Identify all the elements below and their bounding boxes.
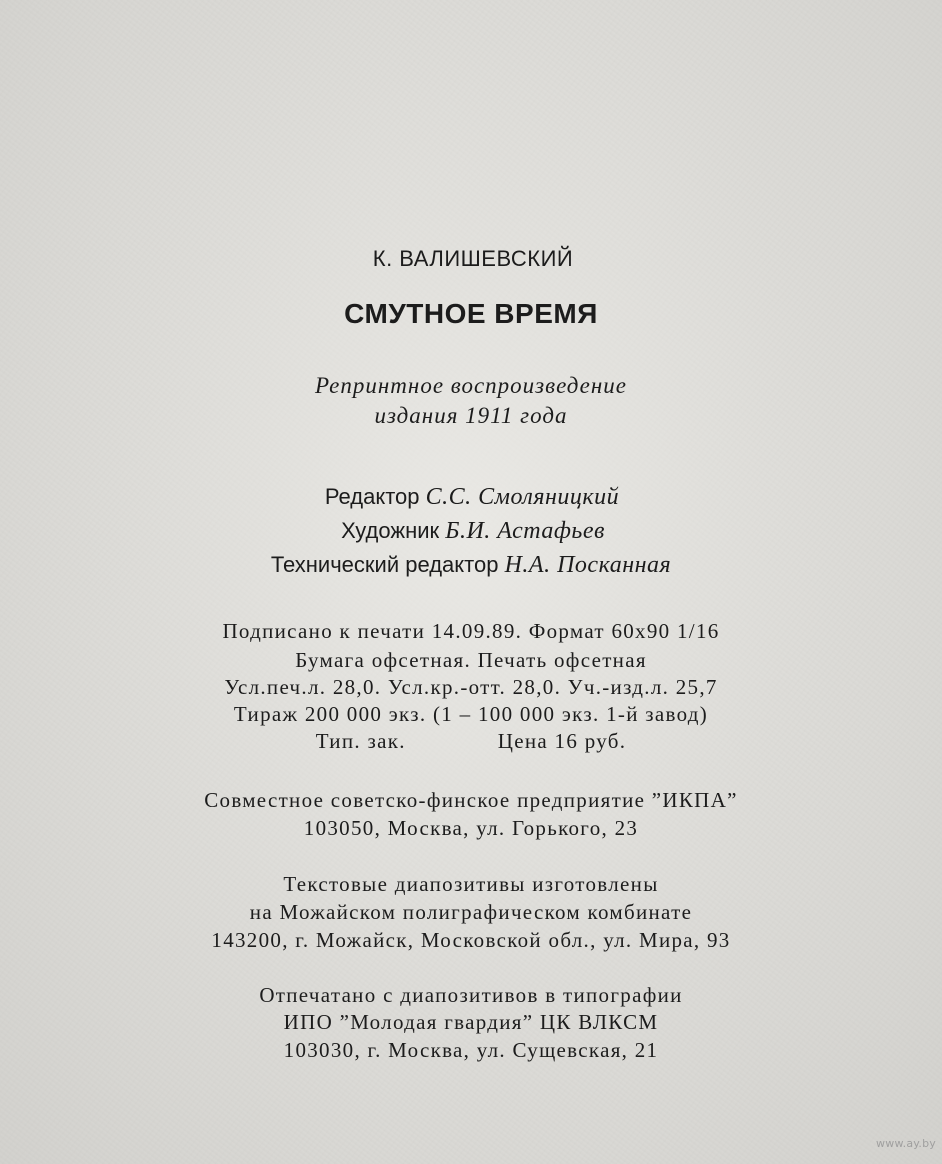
credit-role: Художник: [341, 518, 440, 543]
credit-role: Технический редактор: [270, 552, 499, 577]
credit-editor: [0, 485, 942, 509]
credit-name: Б.И. Астафьев: [445, 518, 605, 544]
credit-name: С.С. Смоляницкий: [425, 484, 620, 510]
reprint-note-line-1: Репринтное воспроизведение: [314, 373, 628, 398]
site-watermark: www.ay.by: [876, 1137, 936, 1150]
imprint-signed: Подписано к печати 14.09.89. Формат 60х90 1/16: [222, 619, 720, 643]
imprint-order: Тип. зак.: [315, 729, 406, 753]
credit-name: Н.А. Посканная: [504, 552, 672, 578]
credit-role: Редактор: [324, 484, 420, 509]
imprint-print-run: Тираж 200 000 экз. (1 – 100 000 экз. 1-й завод): [233, 702, 709, 726]
publisher-address: 103050, Москва, ул. Горького, 23: [303, 816, 639, 840]
author-name: К. ВАЛИШЕВСКИЙ: [372, 246, 574, 271]
printer-line-1: Отпечатано с диапозитивов в типографии: [259, 983, 683, 1007]
imprint-paper: Бумага офсетная. Печать офсетная: [295, 648, 647, 672]
printer-line-2: ИПО ”Молодая гвардия” ЦК ВЛКСМ: [283, 1010, 659, 1034]
credit-technical-editor: [0, 553, 942, 577]
credit-artist: [0, 519, 942, 543]
book-title: СМУТНОЕ ВРЕМЯ: [344, 298, 598, 329]
imprint-sheets: Усл.печ.л. 28,0. Усл.кр.-отт. 28,0. Уч.-изд.л. 25,7: [224, 675, 718, 699]
reprint-note-line-2: издания 1911 года: [374, 403, 568, 428]
diapositives-line-2: на Можайском полиграфическом комбинате: [249, 900, 693, 924]
imprint-order-price: [0, 731, 942, 752]
imprint-price: Цена 16 руб.: [497, 729, 627, 753]
diapositives-line-1: Текстовые диапозитивы изготовлены: [283, 872, 659, 896]
printer-line-3: 103030, г. Москва, ул. Сущевская, 21: [283, 1038, 659, 1062]
diapositives-line-3: 143200, г. Можайск, Московской обл., ул. Мира, 93: [211, 928, 731, 952]
publisher-name: Совместное советско-финское предприятие ”ИКПА”: [204, 788, 738, 812]
